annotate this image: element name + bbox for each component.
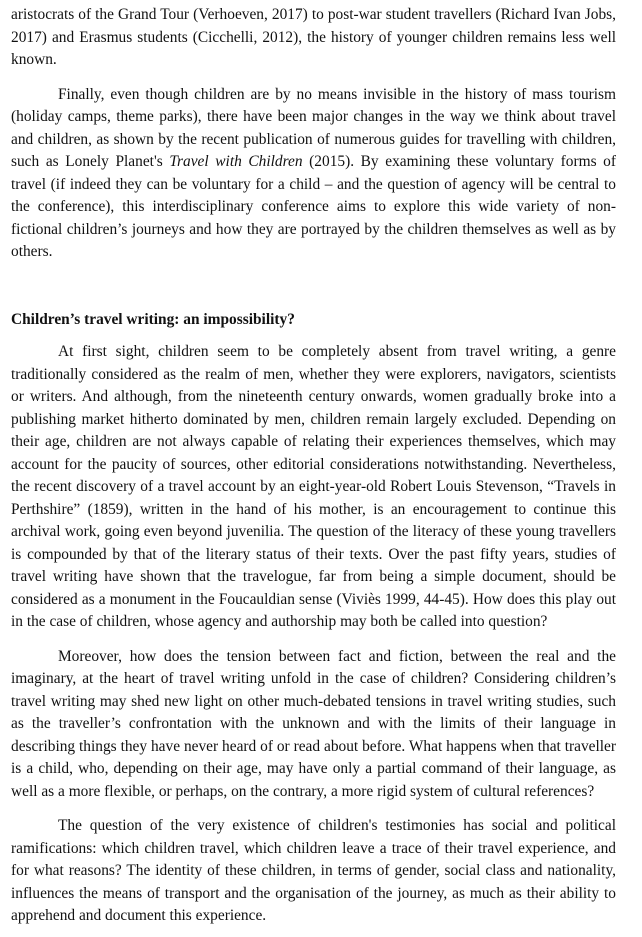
paragraph-finally-text-a: Finally, even though children are by no means invisible in the history of mass tourism (holiday camps, theme parks), there have been major changes in the way we think about travel and children, as shown by the recent publication of numerous guides for travelling with children, such as Lonely Planet's: [11, 85, 616, 170]
paragraph-intro-continuation: aristocrats of the Grand Tour (Verhoeven, 2017) to post-war student travellers (Richard Ivan Jobs, 2017) and Erasmus students (Cicchelli, 2012), the history of younger children remains less well known.: [11, 6, 616, 68]
paragraph-finally-text-b: (2015). By examining these voluntary forms of travel (if indeed they can be voluntary for a child – and the question of agency will be central to the conference), this interdisciplinary conference aims to explore this wide variety of non-fictional children’s journeys and how they are portrayed by the children themselves as well as by others.: [11, 153, 617, 260]
document-page: [0, 4, 642, 937]
paragraph-question: The question of the very existence of children's testimonies has social and political ramifications: which children travel, which children leave a trace of their travel experience, and for what reasons? The identity of these children, in terms of gender, social class and nationality, influences the means of transport and the organisation of the journey, as much as their ability to apprehend and document this experience.: [11, 817, 616, 924]
paragraph-finally: [11, 84, 616, 264]
section-heading: Children’s travel writing: an impossibility?: [11, 310, 295, 328]
paragraph-moreover: Moreover, how does the tension between fact and fiction, between the real and the imaginary, at the heart of travel writing unfold in the case of children? Considering children’s travel writing may shed new light on other much-debated tensions in travel writing studies, such as the traveller’s confrontation with the unknown and with the limits of their language in describing things they have never heard of or read about before. What happens when that traveller is a child, who, depending on their age, may have only a partial command of their language, as well as a more flexible, or perhaps, on the contrary, a more rigid system of cultural references?: [11, 647, 616, 800]
paragraph-first-sight: At first sight, children seem to be completely absent from travel writing, a genre traditionally considered as the realm of men, whether they were explorers, navigators, scientists or writers. And although, from the nineteenth century onwards, women gradually broke into a publishing market hitherto dominated by men, children remain largely excluded. Depending on their age, children are not always capable of relating their experiences themselves, which may account for the paucity of sources, other editorial considerations notwithstanding. Nevertheless, the recent discovery of a travel account by an eight-year-old Robert Louis Stevenson, “Travels in Perthshire” (1859), written in the hand of his mother, is an encouragement to continue this archival work, going even beyond juvenilia. The question of the literacy of these young travellers is compounded by that of the literary status of their texts. Over the past fifty years, studies of travel writing have shown that the travelogue, far from being a simple document, should be considered as a monument in the Foucauldian sense (Viviès 1999, 44-45). How does this play out in the case of children, whose agency and authorship may both be called into question?: [11, 343, 616, 630]
book-title-travel-with-children: Travel with Children: [169, 153, 303, 170]
